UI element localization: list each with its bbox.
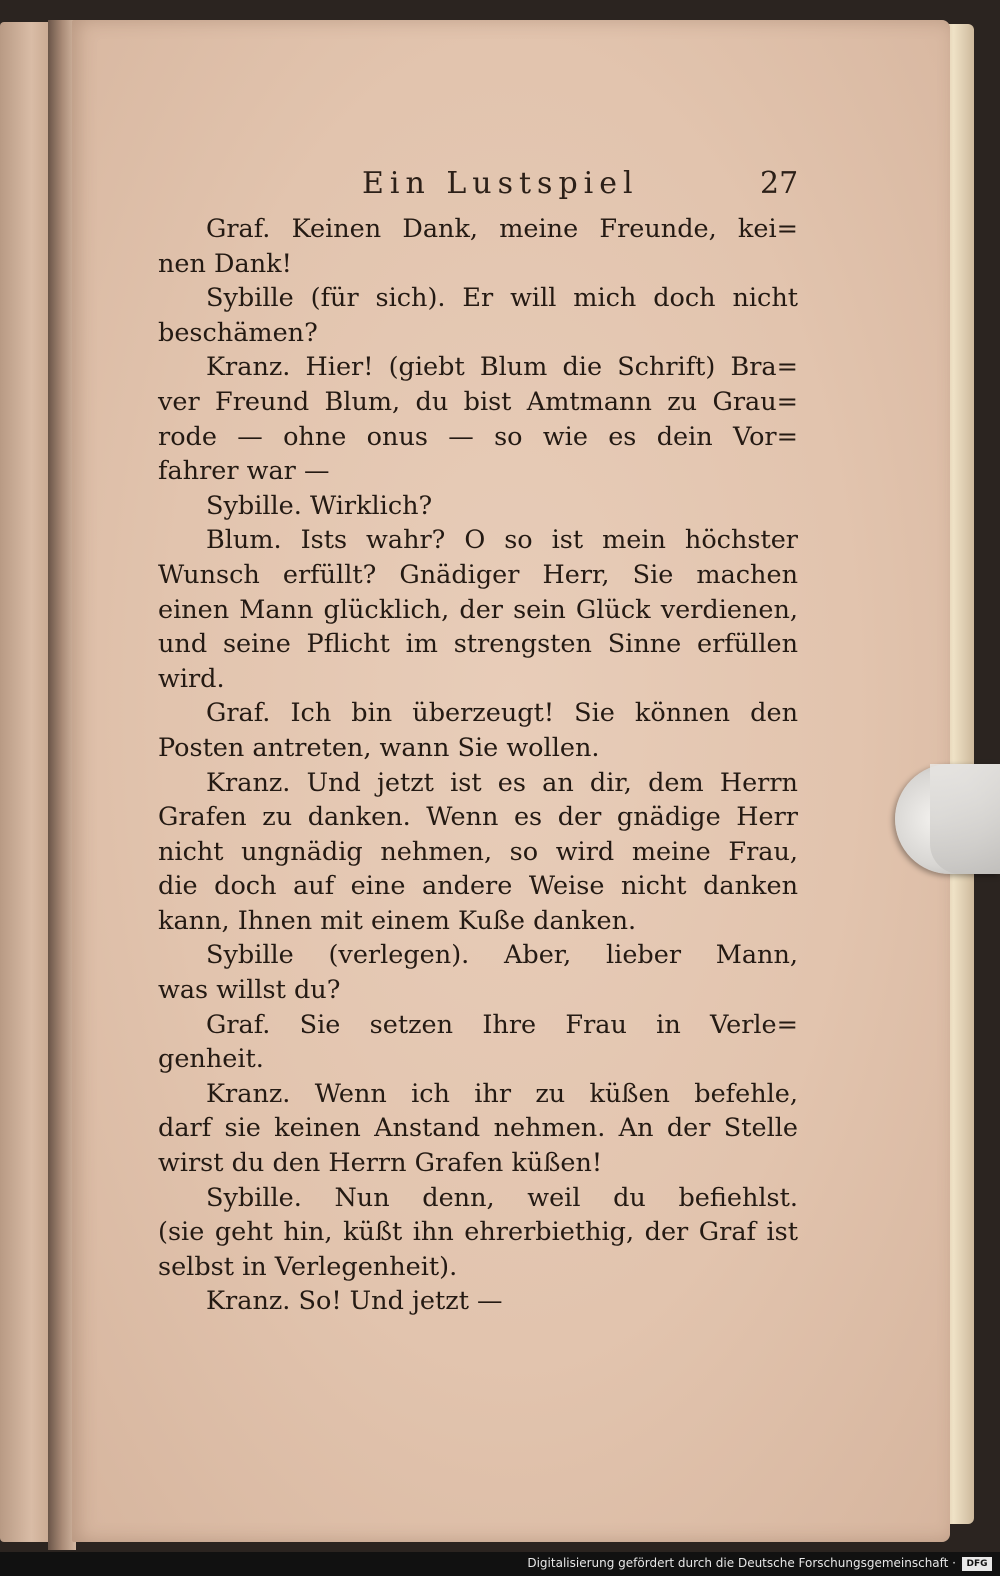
text-line: Sybille (für sich). Er will mich doch nicht bbox=[206, 283, 798, 314]
text-line: Graf. Keinen Dank, meine Freunde, kei= bbox=[206, 214, 798, 244]
text-line: Posten antreten, wann Sie wollen. bbox=[158, 732, 600, 763]
facing-page-edge bbox=[0, 22, 52, 1542]
page-text bbox=[158, 212, 798, 1319]
text-line: fahrer war — bbox=[158, 456, 330, 487]
text-line: Grafen zu danken. Wenn es der gnädige Herr bbox=[158, 802, 798, 833]
dfg-logo: DFG bbox=[962, 1557, 992, 1571]
text-line: Sybille. Nun denn, weil du befiehlst. bbox=[206, 1182, 798, 1213]
text-line: Wunsch erfüllt? Gnädiger Herr, Sie machen bbox=[158, 559, 798, 590]
text-line: ver Freund Blum, du bist Amtmann zu Grau= bbox=[158, 386, 798, 417]
text-line: die doch auf eine andere Weise nicht danken bbox=[158, 871, 798, 902]
text-line: selbst in Verlegenheit). bbox=[158, 1251, 458, 1282]
text-line: darf sie keinen Anstand nehmen. An der Stelle bbox=[158, 1113, 798, 1144]
page-clip-tab bbox=[930, 764, 1000, 874]
text-line: was willst du? bbox=[158, 975, 341, 1006]
text-line: genheit. bbox=[158, 1044, 264, 1075]
page-header bbox=[72, 162, 950, 212]
text-line: Graf. Ich bin überzeugt! Sie können den bbox=[206, 698, 798, 729]
funding-credit: Digitalisierung gefördert durch die Deutsche Forschungsgemeinschaft · bbox=[527, 1556, 956, 1570]
text-line: wird. bbox=[158, 663, 225, 694]
text-line: Blum. Ists wahr? O so ist mein höchster bbox=[206, 525, 798, 556]
text-line: beschämen? bbox=[158, 317, 318, 348]
text-line: und seine Pflicht im strengsten Sinne erfüllen bbox=[158, 629, 798, 660]
text-line: Kranz. Hier! (giebt Blum die Schrift) Bra= bbox=[206, 352, 798, 383]
text-line: nen Dank! bbox=[158, 248, 292, 279]
text-line: Kranz. Wenn ich ihr zu küßen befehle, bbox=[206, 1078, 798, 1109]
text-line: (sie geht hin, küßt ihn ehrerbiethig, der Graf ist bbox=[158, 1217, 798, 1248]
footer-bar bbox=[0, 1552, 1000, 1576]
text-line: Kranz. Und jetzt ist es an dir, dem Herrn bbox=[206, 767, 798, 798]
text-line: kann, Ihnen mit einem Kuße danken. bbox=[158, 905, 637, 936]
text-line: Sybille. Wirklich? bbox=[206, 490, 433, 521]
text-line: Sybille (verlegen). Aber, lieber Mann, bbox=[206, 940, 798, 971]
book-page bbox=[72, 20, 950, 1542]
text-line: Graf. Sie setzen Ihre Frau in Verle= bbox=[206, 1009, 798, 1040]
text-line: Kranz. So! Und jetzt — bbox=[206, 1286, 503, 1317]
text-line: nicht ungnädig nehmen, so wird meine Frau, bbox=[158, 836, 798, 867]
running-head: Ein Lustspiel bbox=[362, 166, 639, 201]
text-line: wirst du den Herrn Grafen küßen! bbox=[158, 1148, 603, 1179]
text-line: einen Mann glücklich, der sein Glück verdienen, bbox=[158, 594, 798, 625]
text-line: rode — ohne onus — so wie es dein Vor= bbox=[158, 421, 798, 452]
page-number: 27 bbox=[760, 166, 799, 201]
